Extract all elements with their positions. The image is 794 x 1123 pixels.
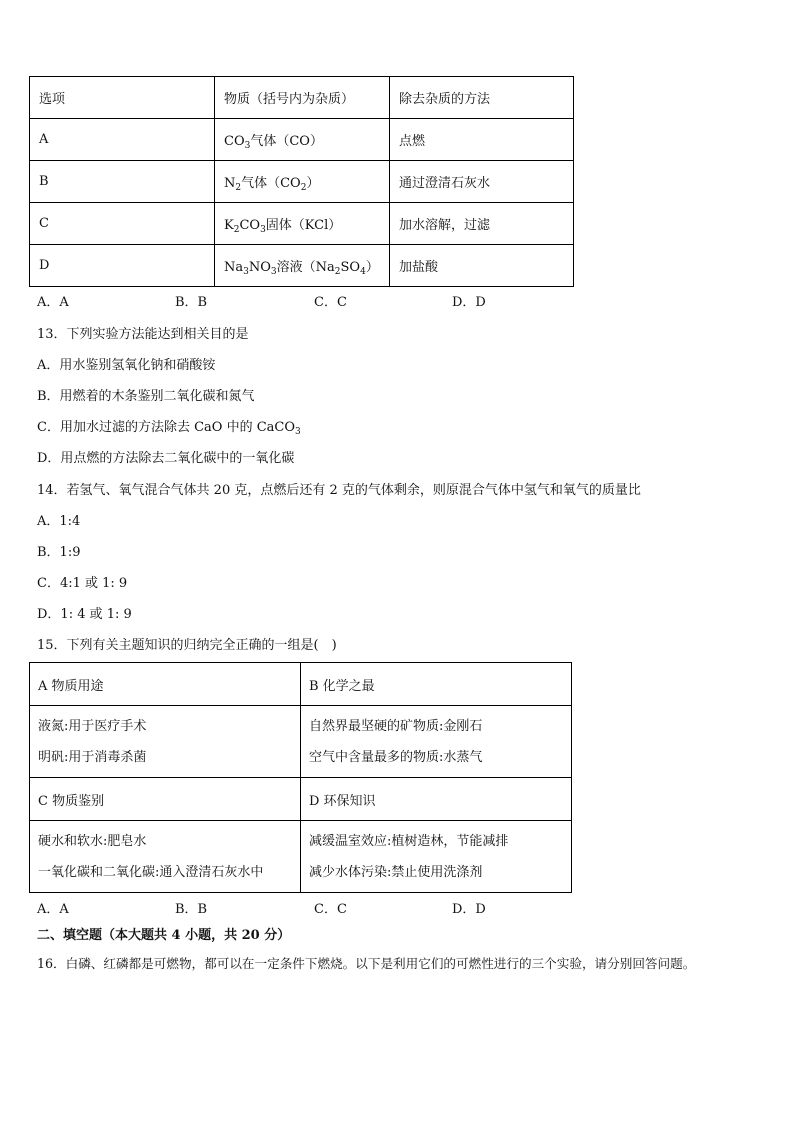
table-row	[30, 821, 572, 893]
table-row	[30, 778, 572, 821]
cell-b-content	[301, 706, 572, 778]
question-14-option: B．1:9	[37, 545, 81, 560]
answer-option: B．B	[175, 902, 208, 917]
substance-cell: $K_2CO_3$固体（KCl）	[215, 203, 390, 245]
cell-c-title: C 物质鉴别	[30, 778, 301, 821]
table-header-cell: 除去杂质的方法	[390, 77, 574, 119]
cell-line: 自然界最坚硬的矿物质:金刚石	[309, 718, 483, 734]
table-row	[30, 245, 574, 287]
cell-a-title: A 物质用途	[30, 663, 301, 706]
method-cell: 通过澄清石灰水	[390, 161, 574, 203]
question-15-stem: 15．下列有关主题知识的归纳完全正确的一组是( )	[37, 638, 337, 653]
answer-option: A．A	[37, 902, 69, 917]
cell-line: 硬水和软水:肥皂水	[38, 833, 147, 849]
cell-d-content	[301, 821, 572, 893]
table-header-cell: 物质（括号内为杂质）	[215, 77, 390, 119]
question-14-option: C．4:1 或 1: 9	[37, 576, 128, 591]
table-row	[30, 119, 574, 161]
answer-option: B．B	[175, 295, 208, 310]
impurity-removal-table	[29, 76, 574, 287]
cell-c-content	[30, 821, 301, 893]
section-heading: 二、填空题（本大题共 4 小题，共 20 分）	[37, 928, 291, 943]
table-row	[30, 706, 572, 778]
answer-option: D．D	[452, 902, 486, 917]
option-cell: B	[30, 161, 215, 203]
question-13-option: C．用加水过滤的方法除去 CaO 中的 CaCO$_3$	[37, 420, 301, 437]
cell-a-content	[30, 706, 301, 778]
method-cell: 加盐酸	[390, 245, 574, 287]
substance-cell: $CO_3$气体（CO）	[215, 119, 390, 161]
table-row	[30, 663, 572, 706]
table-row	[30, 161, 574, 203]
substance-cell: $N_2$气体$(CO_2)$	[215, 161, 390, 203]
answer-option: D．D	[452, 295, 486, 310]
knowledge-summary-table	[29, 662, 572, 893]
question-14-option: A．1:4	[37, 514, 81, 529]
method-cell: 点燃	[390, 119, 574, 161]
cell-line: 明矾:用于消毒杀菌	[38, 749, 147, 765]
question-14-option: D．1: 4 或 1: 9	[37, 607, 132, 622]
cell-line: 一氧化碳和二氧化碳:通入澄清石灰水中	[38, 864, 264, 880]
cell-line: 减缓温室效应:植树造林，节能减排	[309, 833, 509, 849]
cell-d-title: D 环保知识	[301, 778, 572, 821]
answer-option: C．C	[314, 295, 347, 310]
substance-cell: $Na_3NO_3$溶液$(Na_2SO_4)$	[215, 245, 390, 287]
option-cell: A	[30, 119, 215, 161]
question-16-stem: 16．白磷、红磷都是可燃物，都可以在一定条件下燃烧。以下是利用它们的可燃性进行的三个实验，请分别回答问题。	[37, 956, 696, 971]
cell-line: 液氮:用于医疗手术	[38, 718, 147, 734]
answer-option: A．A	[37, 295, 69, 310]
answer-option: C．C	[314, 902, 347, 917]
option-cell: D	[30, 245, 215, 287]
question-13-option: B．用燃着的木条鉴别二氧化碳和氮气	[37, 389, 255, 404]
cell-line: 空气中含量最多的物质:水蒸气	[309, 749, 483, 765]
question-13-option: D．用点燃的方法除去二氧化碳中的一氧化碳	[37, 451, 295, 466]
question-14-stem: 14．若氢气、氧气混合气体共 20 克，点燃后还有 2 克的气体剩余，则原混合气体中氢气和氧气的质量比	[37, 483, 641, 498]
table-header-row	[30, 77, 574, 119]
cell-b-title: B 化学之最	[301, 663, 572, 706]
cell-line: 减少水体污染:禁止使用洗涤剂	[309, 864, 483, 880]
option-cell: C	[30, 203, 215, 245]
method-cell: 加水溶解，过滤	[390, 203, 574, 245]
question-13-stem: 13．下列实验方法能达到相关目的是	[37, 327, 249, 342]
table-row	[30, 203, 574, 245]
table-header-cell: 选项	[30, 77, 215, 119]
question-13-option: A．用水鉴别氢氧化钠和硝酸铵	[37, 358, 216, 373]
